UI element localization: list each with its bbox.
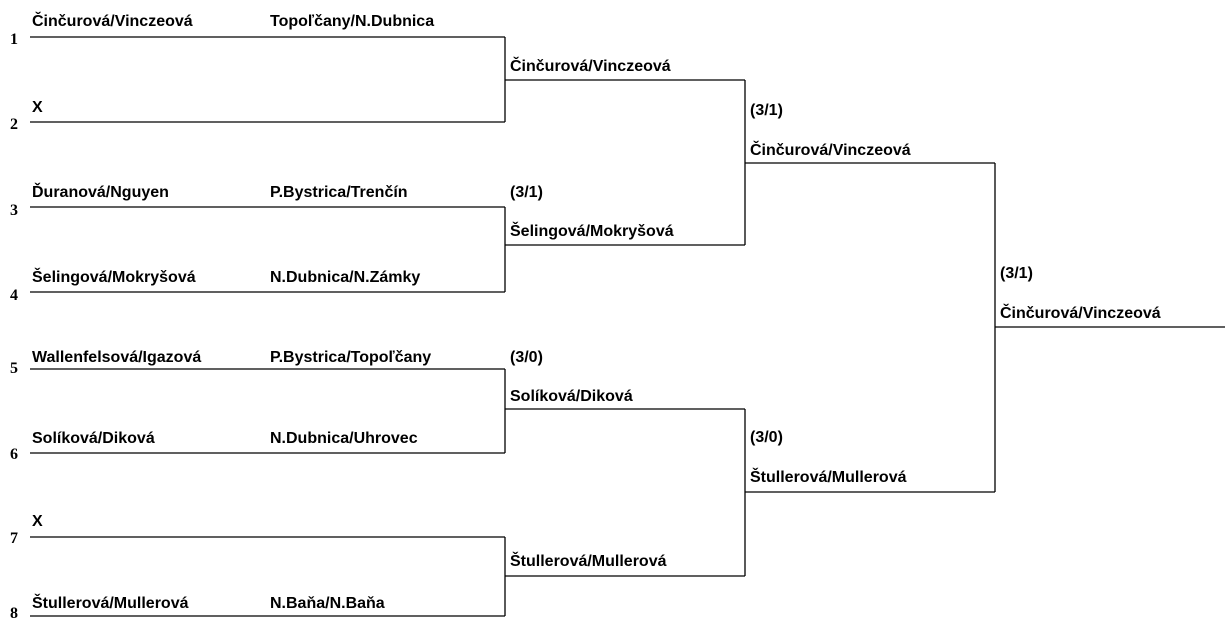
match-r2-3 — [505, 349, 745, 409]
entry-7 — [10, 513, 505, 547]
match-score: (3/0) — [510, 349, 543, 366]
winner-name: Činčurová/Vinczeová — [510, 58, 671, 75]
pair-name: X — [32, 99, 43, 116]
winner-name: Štullerová/Mullerová — [750, 469, 907, 486]
entry-6 — [10, 430, 505, 463]
winner-name: Činčurová/Vinczeová — [750, 142, 911, 159]
winner-name: Štullerová/Mullerová — [510, 553, 667, 570]
pair-name: Wallenfelsová/Igazová — [32, 349, 202, 366]
seed-number: 1 — [10, 31, 18, 48]
match-r2-4 — [505, 551, 745, 576]
pair-name: Ďuranová/Nguyen — [32, 184, 169, 201]
final-score: (3/1) — [1000, 265, 1033, 282]
winner-name: Solíková/Diková — [510, 388, 633, 405]
club-name: N.Dubnica/Uhrovec — [270, 430, 418, 447]
seed-number: 2 — [10, 116, 18, 133]
match-score: (3/0) — [750, 429, 783, 446]
pair-name: Činčurová/Vinczeová — [32, 13, 193, 30]
seed-number: 6 — [10, 446, 18, 463]
club-name: N.Baňa/N.Baňa — [270, 595, 385, 612]
club-name: P.Bystrica/Topoľčany — [270, 349, 432, 366]
entry-8 — [10, 593, 505, 622]
match-r2-1 — [505, 56, 745, 80]
entry-4 — [10, 267, 505, 304]
seed-number: 8 — [10, 605, 18, 622]
pair-name: Štullerová/Mullerová — [32, 595, 189, 612]
seed-number: 3 — [10, 202, 18, 219]
pair-name: Solíková/Diková — [32, 430, 155, 447]
club-name: P.Bystrica/Trenčín — [270, 184, 408, 201]
round-3 — [745, 102, 995, 492]
winner-name: Šelingová/Mokryšová — [510, 223, 674, 240]
pair-name: Šelingová/Mokryšová — [32, 269, 196, 286]
match-r2-2 — [505, 184, 745, 245]
club-name: Topoľčany/N.Dubnica — [270, 13, 435, 30]
final — [995, 265, 1225, 327]
entry-5 — [10, 349, 505, 377]
pair-name: X — [32, 513, 43, 530]
round-1 — [10, 11, 505, 622]
club-name: N.Dubnica/N.Zámky — [270, 269, 421, 286]
champion-name: Činčurová/Vinczeová — [1000, 305, 1161, 322]
round-2 — [505, 56, 745, 576]
match-r3-2 — [745, 429, 995, 492]
seed-number: 5 — [10, 360, 18, 377]
entry-1 — [10, 11, 505, 48]
match-score: (3/1) — [750, 102, 783, 119]
match-score: (3/1) — [510, 184, 543, 201]
entry-2 — [10, 99, 505, 133]
seed-number: 7 — [10, 530, 18, 547]
entry-3 — [10, 182, 505, 219]
match-r3-1 — [745, 102, 995, 163]
seed-number: 4 — [10, 287, 18, 304]
